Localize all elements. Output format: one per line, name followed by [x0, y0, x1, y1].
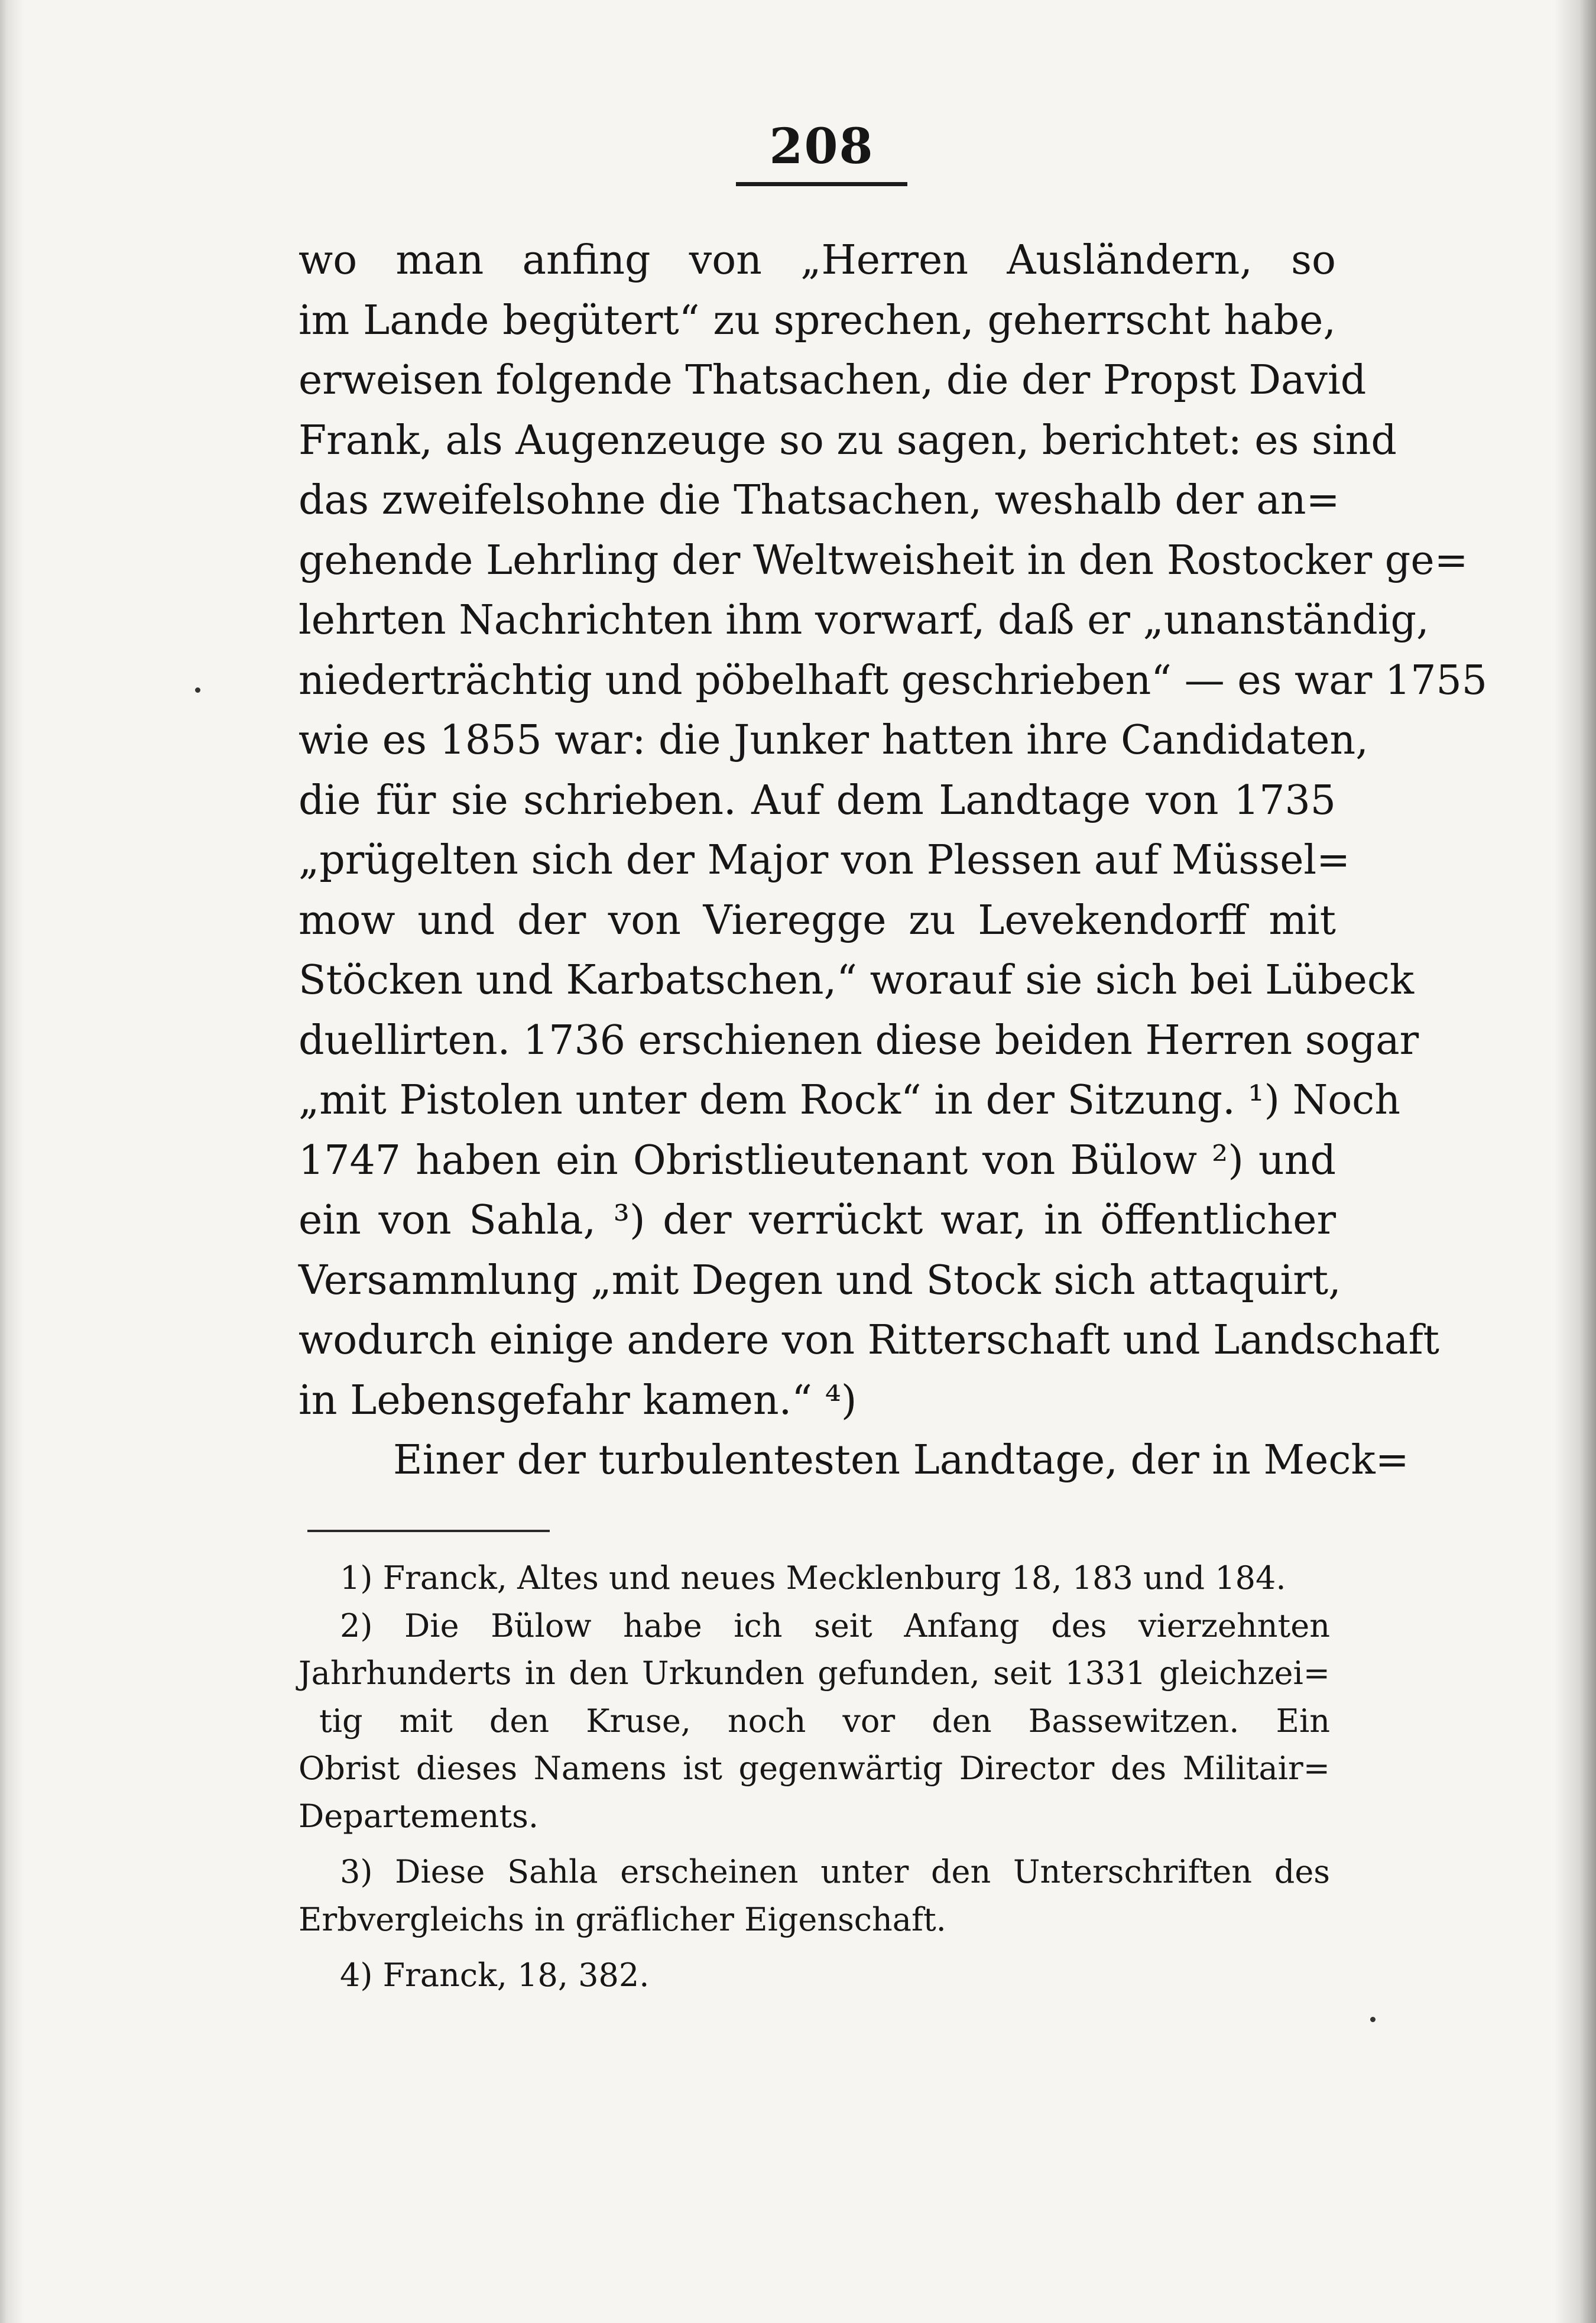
text-line: das zweifelsohne die Thatsachen, weshalb der an=	[299, 477, 1340, 524]
footnote-4: 4) Franck, 18, 382.	[340, 1957, 650, 1994]
footnote-1: 1) Franck, Altes und neues Mecklenburg 18, 183 und 184.	[340, 1559, 1286, 1597]
text-line: mow und der von Vieregge zu Levekendorff mit	[299, 897, 1336, 944]
text-line: erweisen folgende Thatsachen, die der Propst David	[299, 357, 1367, 404]
footnote-separator	[307, 1530, 550, 1532]
text-line: gehende Lehrling der Weltweisheit in den Rostocker ge=	[299, 537, 1468, 584]
footnote-2-line: Obrist dieses Namens ist gegenwärtig Director des Militair=	[299, 1750, 1330, 1787]
footnote-2: 2) Die Bülow habe ich seit Anfang des vierzehnten	[340, 1607, 1330, 1644]
text-line: die für sie schrieben. Auf dem Landtage von 1735	[299, 777, 1336, 824]
text-line: wo man anfing von „Herren Ausländern, so	[299, 237, 1336, 284]
text-line: wie es 1855 war: die Junker hatten ihre Candidaten,	[299, 717, 1368, 764]
text-line: „prügelten sich der Major von Plessen auf Müssel=	[299, 837, 1351, 884]
text-line: in Lebensgefahr kamen.“ ⁴)	[299, 1377, 857, 1424]
footnote-2-line: Departements.	[299, 1797, 539, 1835]
text-line: niederträchtig und pöbelhaft geschrieben“ — es war 1755	[299, 657, 1487, 704]
text-line: Frank, als Augenzeuge so zu sagen, berichtet: es sind	[299, 417, 1397, 464]
text-line: Stöcken und Karbatschen,“ worauf sie sich bei Lübeck	[299, 957, 1415, 1004]
footnote-3-line: Erbvergleichs in gräflicher Eigenschaft.	[299, 1900, 946, 1938]
page-left-edge	[0, 0, 24, 2323]
body-text	[299, 231, 1487, 1491]
text-line: im Lande begütert“ zu sprechen, geherrscht habe,	[299, 297, 1336, 344]
text-line: ein von Sahla, ³) der verrückt war, in öffentlicher	[299, 1197, 1336, 1244]
text-line: lehrten Nachrichten ihm vorwarf, daß er „unanständig,	[299, 597, 1429, 644]
print-speck	[1370, 2017, 1376, 2022]
text-line-paragraph-start: Einer der turbulentesten Landtage, der in Meck=	[393, 1437, 1409, 1484]
footnote-2-line: Jahrhunderts in den Urkunden gefunden, seit 1331 gleichzei=	[299, 1654, 1330, 1692]
text-line: Versammlung „mit Degen und Stock sich attaquirt,	[299, 1257, 1341, 1304]
print-speck	[195, 687, 200, 693]
page-number: 208	[769, 118, 874, 175]
text-line: „mit Pistolen unter dem Rock“ in der Sitzung. ¹) Noch	[299, 1077, 1401, 1124]
text-line: wodurch einige andere von Ritterschaft und Landschaft	[299, 1317, 1439, 1364]
footnotes	[299, 1555, 1330, 2000]
footnote-2-line: tig mit den Kruse, noch vor den Bassewitzen. Ein	[319, 1702, 1330, 1740]
footnote-3: 3) Diese Sahla erscheinen unter den Unterschriften des	[340, 1853, 1330, 1890]
text-line: 1747 haben ein Obristlieutenant von Bülow ²) und	[299, 1137, 1336, 1184]
page-number-rule	[736, 182, 907, 186]
text-line: duellirten. 1736 erschienen diese beiden Herren sogar	[299, 1017, 1419, 1064]
page-right-edge	[1555, 0, 1596, 2323]
